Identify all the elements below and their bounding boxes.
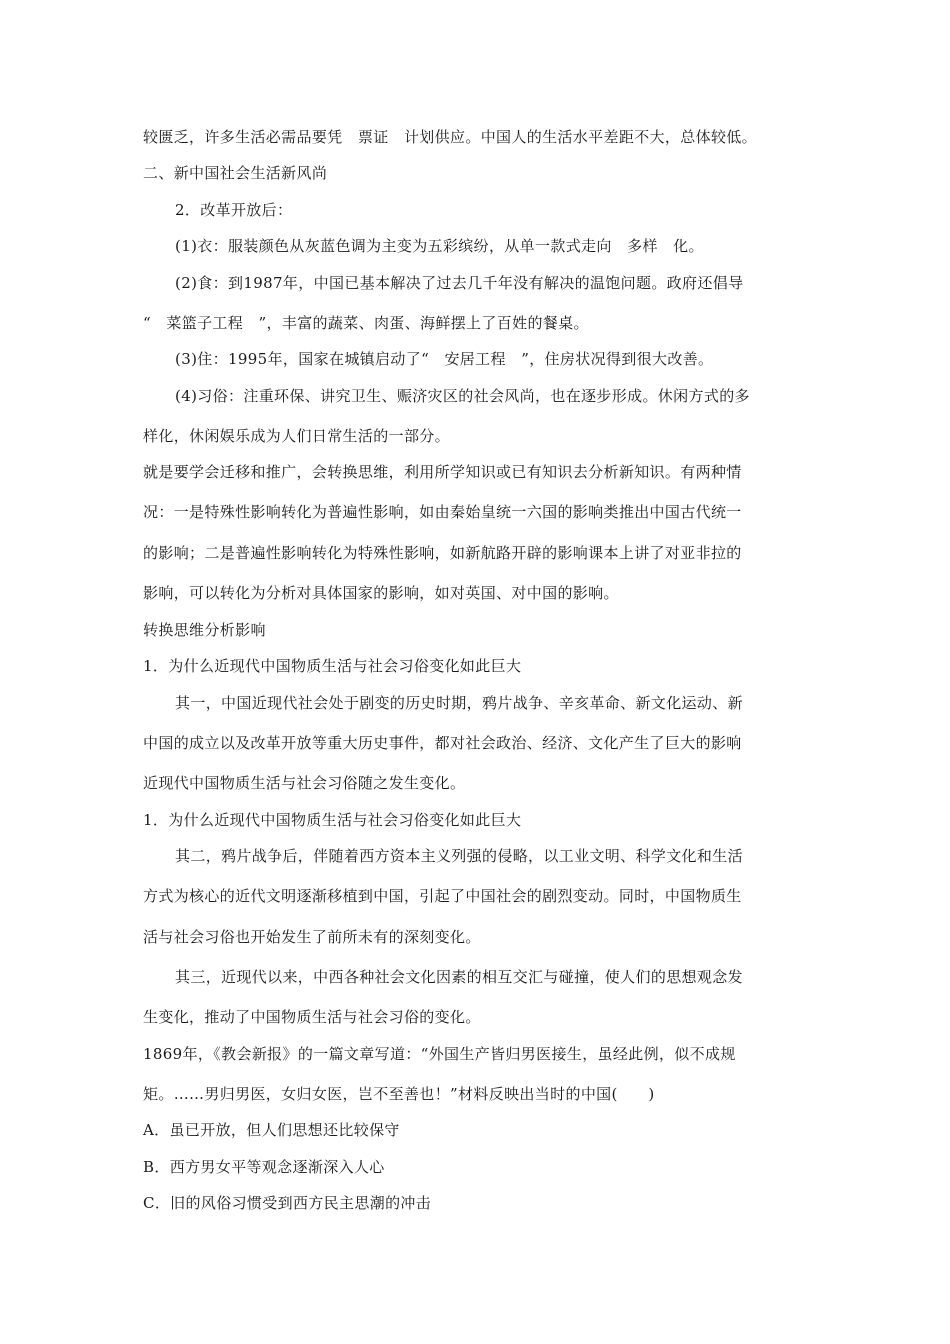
item-customs: (4)习俗：注重环保、讲究卫生、赈济灾区的社会风尚，也在逐步形成。休闲方式的多	[175, 387, 750, 405]
text-line-17: 中国的成立以及改革开放等重大历史事件，都对社会政治、经济、文化产生了巨大的影响	[143, 734, 742, 752]
text-line-21: 方式为核心的近代文明逐渐移植到中国，引起了中国社会的剧烈变动。同时，中国物质生	[143, 887, 742, 905]
section-heading-thinking: 转换思维分析影响	[143, 621, 266, 639]
section-heading: 二、新中国社会生活新风尚	[143, 164, 328, 182]
text-line-16: 其一，中国近现代社会处于剧变的历史时期，鸦片战争、辛亥革命、新文化运动、新	[175, 694, 743, 712]
text-line-23: 其三，近现代以来，中西各种社会文化因素的相互交汇与碰撞，使人们的思想观念发	[175, 968, 743, 986]
option-c: C．旧的风俗习惯受到西方民主思潮的冲击	[143, 1194, 432, 1212]
question-stem-continued: 矩。……男归男医，女归女医，岂不至善也！”材料反映出当时的中国( )	[143, 1085, 655, 1103]
text-line-20: 其二，鸦片战争后，伴随着西方资本主义列强的侵略，以工业文明、科学文化和生活	[175, 847, 743, 865]
subheading-reform: 2．改革开放后：	[175, 201, 293, 219]
question-heading-2: 1．为什么近现代中国物质生活与社会习俗变化如此巨大	[143, 811, 522, 829]
text-line-22: 活与社会习俗也开始发生了前所未有的深刻变化。	[143, 928, 481, 946]
question-heading-1: 1．为什么近现代中国物质生活与社会习俗变化如此巨大	[143, 657, 522, 675]
text-line-18: 近现代中国物质生活与社会习俗随之发生变化。	[143, 774, 466, 792]
text-line-1: 较匮乏，许多生活必需品要凭 票证 计划供应。中国人的生活水平差距不大，总体较低。	[143, 128, 758, 146]
text-line-13: 影响，可以转化为分析对具体国家的影响，如对英国、对中国的影响。	[143, 584, 619, 602]
text-line-24: 生变化，推动了中国物质生活与社会习俗的变化。	[143, 1008, 481, 1026]
item-clothing: (1)衣：服装颜色从灰蓝色调为主变为五彩缤纷，从单一款式走向 多样 化。	[175, 237, 704, 255]
text-line-11: 况：一是特殊性影响转化为普遍性影响，如由秦始皇统一六国的影响类推出中国古代统一	[143, 503, 742, 521]
option-a: A．虽已开放，但人们思想还比较保守	[143, 1121, 400, 1139]
item-food: (2)食：到1987年，中国已基本解决了过去几千年没有解决的温饱问题。政府还倡导	[175, 274, 744, 292]
item-customs-continued: 样化，休闲娱乐成为人们日常生活的一部分。	[143, 427, 451, 445]
item-food-continued: “ 菜篮子工程 ”，丰富的蔬菜、肉蛋、海鲜摆上了百姓的餐桌。	[143, 314, 589, 332]
item-housing: (3)住：1995年，国家在城镇启动了“ 安居工程 ”，住房状况得到很大改善。	[175, 350, 714, 368]
option-b: B．西方男女平等观念逐渐深入人心	[143, 1158, 385, 1176]
text-line-12: 的影响；二是普遍性影响转化为特殊性影响，如新航路开辟的影响课本上讲了对亚非拉的	[143, 544, 742, 562]
text-line-10: 就是要学会迁移和推广，会转换思维，利用所学知识或已有知识去分析新知识。有两种情	[143, 463, 742, 481]
question-stem: 1869年，《教会新报》的一篇文章写道：“外国生产皆归男医接生，虽经此例，似不成规	[143, 1045, 736, 1063]
